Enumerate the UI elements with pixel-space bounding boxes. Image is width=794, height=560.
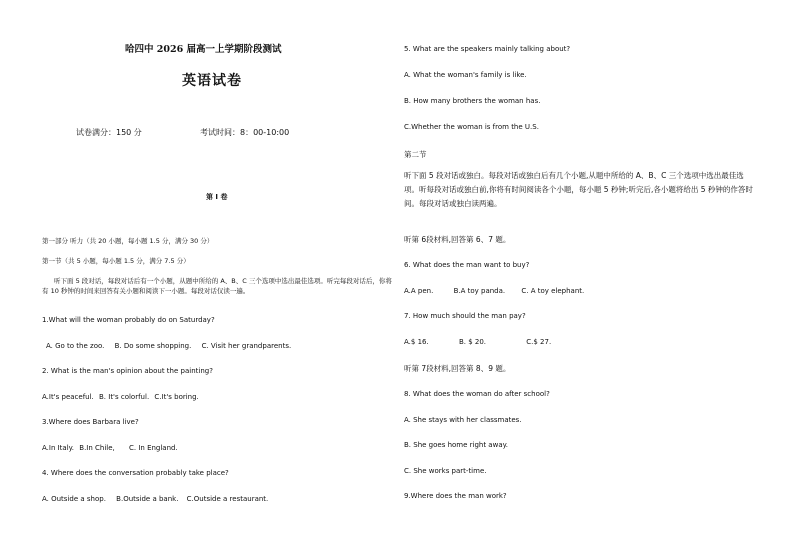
question-2: 2. What is the man's opinion about the painting? <box>42 367 213 375</box>
section2-title: 第二节 <box>404 150 427 159</box>
q3-option-c: C. In England. <box>129 444 178 452</box>
q7-option-a: A.$ 16. <box>404 338 429 346</box>
q3-option-a: A.In Italy. <box>42 444 75 452</box>
q5-option-b: B. How many brothers the woman has. <box>404 97 541 105</box>
part1-title: 第一部分 听力（共 20 小题，每小题 1.5 分，满分 30 分） <box>42 237 214 245</box>
q5-option-a: A. What the woman's family is like. <box>404 71 527 79</box>
q6-option-c: C. A toy elephant. <box>521 287 585 295</box>
q7-option-c: C.$ 27. <box>526 338 552 346</box>
question-3: 3.Where does Barbara live? <box>42 418 139 426</box>
material-7-note: 听第 7段材料,回答第 8、9 题。 <box>404 364 511 373</box>
question-7: 7. How much should the man pay? <box>404 312 526 320</box>
q1-option-a: A. Go to the zoo. <box>46 342 105 350</box>
q5-option-c: C.Whether the woman is from the U.S. <box>404 123 539 131</box>
full-score: 试卷满分：150 分 <box>76 128 142 137</box>
section1-instructions: 听下面 5 段对话，每段对话后有一个小题，从题中所给的 A、B、C 三个选项中选出最佳选项。听完每段对话后，你将有 10 秒钟的时间来回答有关小题和阅读下一小题。每段对话仅读一遍。 <box>42 277 392 295</box>
question-6: 6. What does the man want to buy? <box>404 261 530 269</box>
question-3-options <box>42 444 178 453</box>
question-2-options <box>42 393 199 402</box>
q8-option-b: B. She goes home right away. <box>404 441 508 449</box>
q4-option-c: C.Outside a restaurant. <box>186 495 269 503</box>
question-9: 9.Where does the man work? <box>404 492 507 500</box>
question-4-options <box>42 495 268 504</box>
question-7-options <box>404 338 551 347</box>
q3-option-b: B.In Chile, <box>79 444 115 452</box>
q1-option-c: C. Visit her grandparents. <box>201 342 292 350</box>
school-title: 哈四中 2026 届高一上学期阶段测试 <box>125 44 282 55</box>
question-5: 5. What are the speakers mainly talking about? <box>404 45 571 53</box>
question-8: 8. What does the woman do after school? <box>404 390 550 398</box>
q4-option-b: B.Outside a bank. <box>116 495 179 503</box>
section2-instructions: 听下面 5 段对话或独白。每段对话或独白后有几个小题,从题中所给的 A、B、C 三个选项中选出最佳选项。听每段对话或独白前,你将有时间阅读各个小题，每小题 5 秒钟;听完后,各小题将给出 5 秒钟的作答时间。每段对话或独白读两遍。 <box>404 171 753 208</box>
section1-title: 第一节（共 5 小题，每小题 1.5 分，满分 7.5 分） <box>42 257 190 265</box>
question-6-options <box>404 287 584 296</box>
q7-option-b: B. $ 20. <box>458 338 487 346</box>
q6-option-b: B.A toy panda. <box>453 287 506 295</box>
material-6-note: 听第 6段材料,回答第 6、7 题。 <box>404 235 511 244</box>
q8-option-c: C. She works part-time. <box>404 467 487 475</box>
q6-option-a: A.A pen. <box>404 287 434 295</box>
q8-option-a: A. She stays with her classmates. <box>404 416 522 424</box>
volume-title: 第 I 卷 <box>206 193 228 201</box>
subject-title: 英语试卷 <box>182 73 242 89</box>
q2-option-a: A.It's peaceful. <box>42 393 94 401</box>
q2-option-b: B. It's colorful. <box>99 393 150 401</box>
question-1-options <box>46 342 291 351</box>
exam-time: 考试时间：8：00-10:00 <box>200 128 290 137</box>
question-1: 1.What will the woman probably do on Saturday? <box>42 316 215 324</box>
q2-option-c: C.It's boring. <box>154 393 199 401</box>
q4-option-a: A. Outside a shop. <box>42 495 106 503</box>
question-4: 4. Where does the conversation probably take place? <box>42 469 229 477</box>
q1-option-b: B. Do some shopping. <box>114 342 192 350</box>
